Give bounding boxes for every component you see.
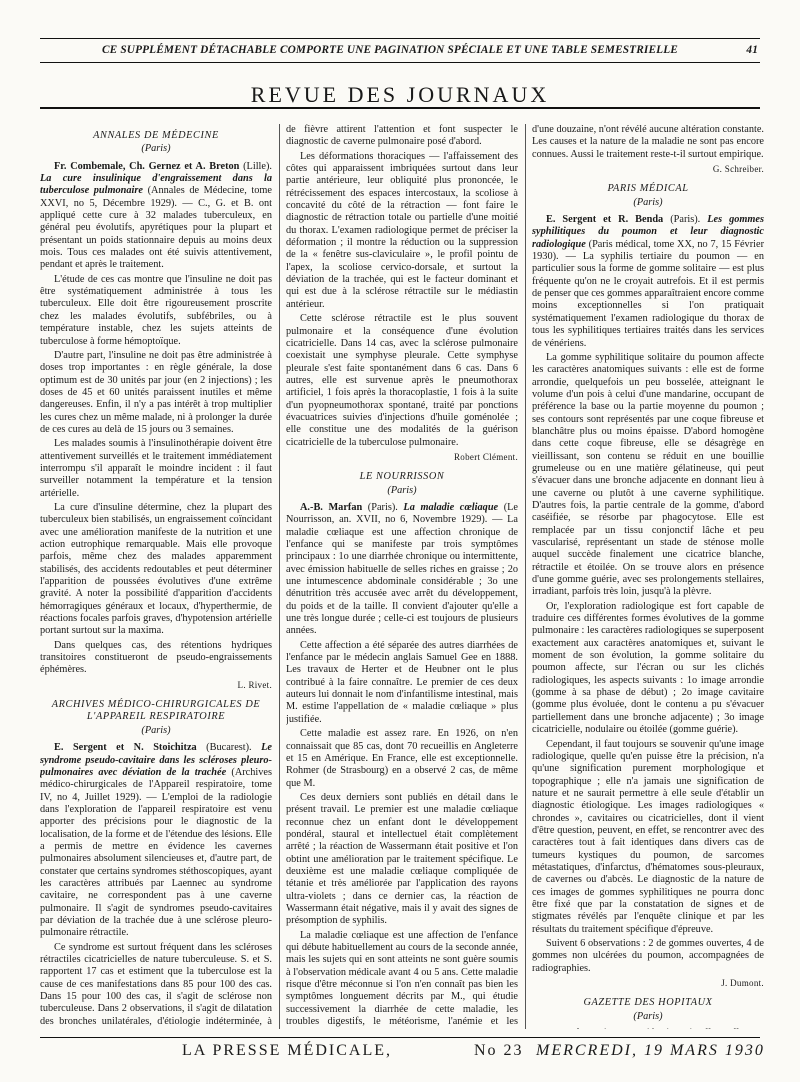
column-2 (286, 124, 518, 1029)
title-rule (40, 107, 760, 109)
article-city: (Paris). (362, 501, 398, 513)
article-text: (Annales de Médecine, tome XXVI, no 5, Décembre 1929). — C., G. et B. ont appliqué cette cure à 32 malades tuberculeux, en général peu évolutifs, apyrétiques pour la plupart et présentant un poids stationnaire depuis au moins deux mois. Tous ces malades ont été suivis attentivement, pendant et après le traitement. (40, 185, 272, 271)
article-paragraph: L'étude de ces cas montre que l'insuline ne doit pas être systématiquement administrée à tous les tuberculeux. Elle doit être rigoureusement proscrite chez les malades évolutifs, subfébriles, ou à température instable, chez les sujets atteints de tuberculose à forme hémoptoïque. (40, 273, 272, 347)
article-text: (Archives médico-chirurgicales de l'Appareil respiratoire, tome IV, no 4, Juillet 1929). — L'emploi de la radiologie dans l'exploration de l'appareil respiratoire est venu apporter des précisions pour le diagnostic de la localisation, de la forme et de l'étendue des lésions. Elle a permis de mettre en évidence les cavernes pulmonaires absolument silencieuses et, d'autre part, de constater que certains syndromes stéthoscopiques, ayant les caractères attribués par Laennec au syndrome cavitaire, ne correspondent pas à une caverne pulmonaire. Il s'agit de syndromes pseudo-cavitaires par déviation de la trachée due à une sclérose pleuro-pulmonaire rétractile. (40, 766, 272, 939)
article-paragraph: Dans quelques cas, des rétentions hydriques transitoires constitueront de pseudo-engraissements éphémères. (40, 639, 272, 676)
issue-number: No 23 (474, 1042, 524, 1059)
section-location: (Paris) (633, 196, 663, 208)
article-paragraph: Suivent 6 observations : 2 de gommes ouvertes, 4 de gommes non ulcérées du poumon, accompagnées de radiographies. (532, 938, 764, 974)
article-paragraph (286, 502, 518, 638)
section-location: (Paris) (633, 1010, 663, 1022)
page-number: 41 (746, 44, 758, 56)
article-paragraph: La gomme syphilitique solitaire du poumon affecte les caractères anatomiques suivants : elle est de forme arrondie, quelquefois un peu bosselée, atteignant le volume d'un pois à celui d'une mandarine, occupant de préférence la base ou la partie moyenne du poumon ; ses contours sont représentés par une coque fibreuse et blanchâtre plus ou moins épaisse. D'abord homogène dans cette coque fibreuse, elle se désagrège en vieillissant, son contenu se réduit en une bouillie grumeleuse ou en une matière gélatineuse, qui peut s'évacuer dans une bronche adjacente en donnant lieu à une caverne ou plutôt à une caverne syphilitique. D'autres fois, la partie centrale de la gomme, d'abord caséifiée, se résorbe par phagocytose. Elle est remplacée par un tissu conjonctif lâche et peu vascularisé, représentant un stade de sténose molle auquel succède finalement une cicatrice blanche, rétractile et étoilée. On se trouve alors en présence d'une gomme guérie, avec ses prolongements stellaires, irradiant, parfois très loin, jusqu'à la plèvre. (532, 351, 764, 598)
article-paragraph (532, 1028, 764, 1029)
section-title: GAZETTE DES HOPITAUX (583, 997, 713, 1009)
issue-date: MERCREDI, 19 MARS 1930 (536, 1042, 765, 1059)
article-paragraph: Cette sclérose rétractile est le plus souvent pulmonaire et la conséquence d'une évolution cicatricielle. Dans 14 cas, avec la sclérose pulmonaire coexistait une symphyse pleurale. Cette symphyse pleurale s'est faite spontanément dans 6 cas. Dans 6 autres, elle est survenue après le pneumothorax artificiel, 1 fois après la thoracoplastie, 1 fois à la suite d'un pyopneumothorax spontané, traité par ponctions évacuatrices suivies d'injections d'huile goménolée ; elle constitue une des modalités de la guérison cicatricielle de la tuberculose pulmonaire. (286, 313, 518, 448)
article-signature: Robert Clément. (454, 451, 518, 462)
article-city: (Bucarest). (196, 742, 252, 754)
article-title: La cure insulinique d'engraissement dans la tuberculose pulmonaire (40, 173, 272, 197)
section-location: (Paris) (387, 484, 417, 496)
article-text: (Paris médical, tome XX, no 7, 15 Février 1930). — La syphilis tertiaire du poumon — en particulier sous la forme de gomme solitaire — est plus fréquente qu'on ne le croyait autrefois. Et il est permis de penser que ces gommes apparaîtraient encore comme moins exceptionnelles si l'on pratiquait systématiquement l'examen radiologique du thorax de tous les syphilitiques tertiaires traités dans les services de vénériens. (532, 238, 764, 349)
article-paragraph: Ce syndrome est surtout fréquent dans les scléroses rétractiles cicatricielles de nature tuberculeuse. S. et S. rapportent 17 cas et estiment que la tuberculose est la cause de ces manifestations dans 85 pour 100 des cas. Dans 15 pour 100 des cas, il s'agit de sclérose non tuberculeuse. Dans 2 observations, il s'agit de dilatation des bronches unilatérales, d'étiologie indéterminée, à (40, 941, 272, 1027)
article-paragraph: Les malades soumis à l'insulinothérapie doivent être attentivement surveillés et le traitement immédiatement interrompu s'il apparaît le moindre incident : il faut surveiller notamment la température et la tension artérielle. (40, 438, 272, 499)
running-header (40, 44, 760, 60)
article-paragraph: Ces deux derniers sont publiés en détail dans le présent travail. Le premier est une maladie cœliaque reconnue chez un enfant dont le développement pondéral, staural et intellectuel était complètement arrêté ; la réaction de Wassermann était positive et l'on obtint une amélioration par le traitement spécifique. Le deuxième est une maladie cœliaque compliquée de tétanie et très améliorée par l'application des rayons ultra-violets ; dans ce dernier cas, la réaction de Wassermann était négative, mais il y avait des signes de présomption de syphilis. (286, 791, 518, 927)
section-location: (Paris) (141, 143, 171, 155)
article-signature: L. Rivet. (237, 679, 272, 690)
column-divider (525, 124, 526, 1029)
article-paragraph (40, 161, 272, 272)
article-authors (546, 1028, 614, 1029)
article-city: (Lille). (239, 160, 272, 172)
article-title: Le syndrome pseudo-cavitaire dans les scléroses pleuro-pulmonaires avec déviation de la trachée (40, 742, 272, 778)
footer-rule (40, 1037, 760, 1038)
article-authors: E. Sergent et R. Benda (546, 214, 664, 226)
article-paragraph: de fièvre attirent l'attention et font suspecter le diagnostic de caverne pulmonaire posé d'abord. (286, 124, 518, 148)
section-location: (Paris) (141, 724, 171, 736)
top-rule (40, 38, 760, 39)
section-title: ANNALES DE MÉDECINE (93, 130, 219, 141)
article-paragraph (532, 214, 764, 350)
article-city: (Paris). (663, 214, 701, 226)
article-paragraph: La maladie cœliaque est une affection de l'enfance qui débute habituellement au cours de la seconde année, mais les sujets qui en sont atteints ne sont guère soumis à l'observation médicale avant 4 ou 5 ans. Cette maladie risque d'être méconnue si l'on n'en connaît pas bien les symptômes longuement décrits par M., qui étudie successivement la diarrhée de cette maladie, les troubles digestifs, le météorisme, l'anémie et les (286, 929, 518, 1028)
article-paragraph: Les déformations thoraciques — l'affaissement des côtes qui apparaissent imbriquées surtout dans leur partie antérieure, leur obliquité plus prononcée, le rétrécissement des espaces intercostaux, la scoliose à concavité du côté de la rétraction — font faire le diagnostic de rétraction totale ou partielle d'une moitié du thorax. L'examen radiologique permet de préciser la déformation ; il montre la réduction ou la suppression de la « fenêtre sus-claviculaire », le profil pointu de l'apex, la scoliose cervico-dorsale, et surtout la déviation de la trachée, qui est le facteur dominant et qui est due à la sclérose rétractile sur le médiastin antérieur. (286, 150, 518, 310)
article-paragraph (40, 742, 272, 940)
supplement-banner: CE SUPPLÉMENT DÉTACHABLE COMPORTE UNE PAGINATION SPÉCIALE ET UNE TABLE SEMESTRIELLE (102, 44, 678, 56)
column-3 (532, 124, 764, 1029)
article-authors: A.-B. Marfan (300, 501, 363, 513)
article-authors: E. Sergent et N. Stoichitza (54, 742, 197, 754)
article-signature: G. Schreiber. (712, 164, 764, 175)
article-paragraph: d'une douzaine, n'ont révélé aucune altération constante. Les causes et la nature de la maladie ne sont pas encore connues. Aussi le traitement reste-t-il surtout empirique. (532, 124, 764, 160)
article-title: Les gommes syphilitiques du poumon et leur diagnostic radiologique (532, 214, 764, 250)
article-signature: J. Dumont. (721, 978, 764, 989)
article-paragraph: D'autre part, l'insuline ne doit pas être administrée à doses trop importantes : en règle générale, la dose optimum est de 30 unités par jour (en 2 injections) ; les doses de 45 et 60 unités paraissent inutiles et même dangereuses. Enfin, il n'y a pas intérêt à trop multiplier les cures chez un même malade, ni à prolonger la durée de ces cures au delà de 15 jours ou 3 semaines. (40, 349, 272, 435)
article-paragraph: Cependant, il faut toujours se souvenir qu'une image radiologique, quelle qu'en puisse être la précision, n'a qu'une signification purement morphologique et topographique ; elle n'a jamais une signification de nature et ne saurait permettre à elle seule d'établir un diagnostic étiologique. Les images radiologiques « chrondes », cavitaires ou cicatricielles, dont il vient d'être question, peuvent, en effet, se rencontrer avec des caractères tout à fait identiques dans divers cas de tumeurs kystiques du poumon, de sarcomes métastatiques, d'infarctus, d'hématomes sous-pleuraux, de cavernes ou d'abcès. Le diagnostic de la nature de ces images de gommes syphilitiques ne pourra donc être fixé que par la constatation de signes et de stigmates révélés par l'enquête clinique et par les résultats du traitement spécifique d'épreuve. (532, 738, 764, 935)
article-authors: Fr. Combemale, Ch. Gernez et A. Breton (54, 160, 240, 172)
article-paragraph: La cure d'insuline détermine, chez la plupart des tuberculeux bien stabilisés, un engraissement coïncidant avec une amélioration manifeste de la nutrition et une action eutrophique remarquable. Mais elle provoque parfois, même chez des malades apparemment stabilisés, des accidents redoutables et peut déterminer l'apparition de poussées évolutives d'une extrême gravité. A noter la possibilité d'apparition d'accidents hémorragiques généraux et locaux, d'hyperthermie, de réactions focales parfois graves, d'hypotension artérielle portant surtout sur la maxima. (40, 501, 272, 637)
column-divider (279, 124, 280, 1029)
article-paragraph: Cette maladie est assez rare. En 1926, on n'en connaissait que 85 cas, dont 70 recueillis en Angleterre et 15 en Amérique. En France, elle est exceptionnelle. Rohmer (de Strasbourg) en a observé 2 cas, de même que M. (286, 728, 518, 789)
section-title: ARCHIVES MÉDICO-CHIRURGICALES DE L'APPAREIL RESPIRATOIRE (51, 699, 261, 723)
article-paragraph: Or, l'exploration radiologique est fort capable de traduire ces différentes formes évolutives de la gomme pulmonaire : les caractères radiologiques se superposent exactement aux caractères anatomiques et, suivant le moment de son évolution, la gomme solitaire du poumon affecte, sur l'écran ou sur les clichés radiologiques, les aspects suivants : 1o image arrondie (gomme à sa phase de début) ; 2o image cavitaire (gomme plus évoluée, dont le contenu a pu s'évacuer partiellement dans une bronche adjacente) ; 3o image cicatricielle, nodulaire ou étoilée (gomme guérie). (532, 600, 764, 736)
article-paragraph: Cette affection a été séparée des autres diarrhées de l'enfance par le médecin anglais Samuel Gee en 1888. Les travaux de Herter et de Heubner ont le plus contribué à la faire connaître. Le premier de ces deux auteurs lui donnait le nom d'infantilisme intestinal, mais M. estime l'appellation de « maladie cœliaque » plus justifiée. (286, 639, 518, 725)
article-text: (Le Nourrisson, an. XVII, no 6, Novembre 1929). — La maladie cœliaque est une affection chronique de l'enfance qui se manifeste par trois symptômes principaux : 1o une diarrhée chronique ou intermittente, avec émission habituelle de selles riches en graisse ; 2o une intumescence abdominale considérable ; 3o une dénutrition très accusée avec arrêt du développement, du poids et de la taille. Il convient d'ajouter qu'elle a une très longue durée ; celle-ci est toujours de plusieurs années. (286, 501, 518, 637)
article-title: La maladie cœliaque (397, 501, 499, 513)
page-title: REVUE DES JOURNAUX (250, 82, 550, 107)
column-1 (40, 124, 272, 1029)
journal-name: LA PRESSE MÉDICALE, (182, 1042, 393, 1059)
section-title: PARIS MÉDICAL (607, 183, 689, 195)
header-bottom-rule (40, 62, 760, 63)
page-footer (0, 1040, 800, 1068)
section-title: LE NOURRISSON (359, 471, 445, 483)
